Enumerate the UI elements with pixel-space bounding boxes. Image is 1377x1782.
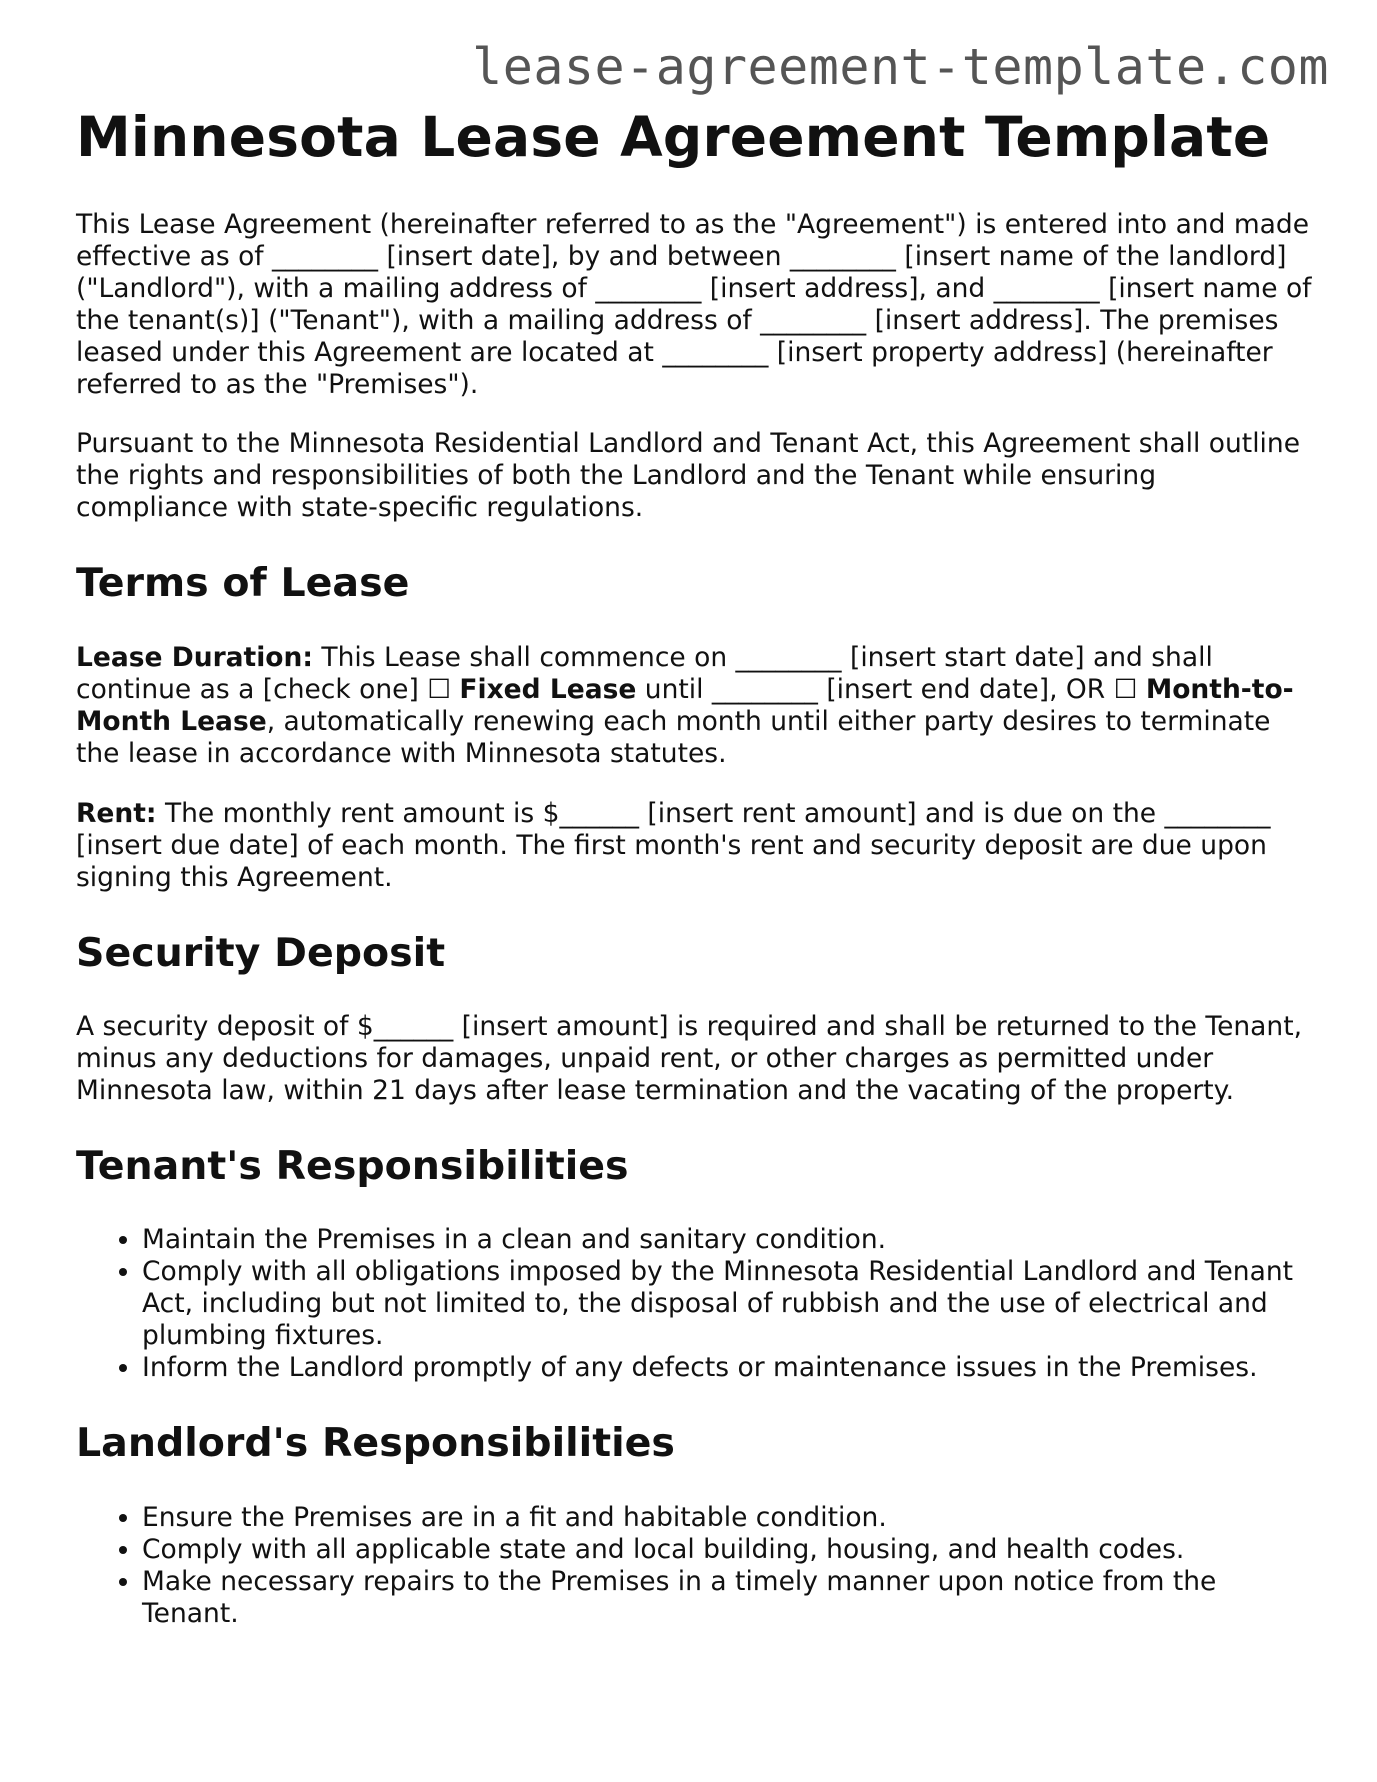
list-item: • Ensure the Premises are in a fit and habitable condition.: [142, 1502, 1316, 1534]
list-item: • Maintain the Premises in a clean and sanitary condition.: [142, 1224, 1316, 1256]
lease-duration-text-1: This Lease shall commence on ________ [insert start date] and shall continue as a [check one]: [76, 641, 1213, 705]
lease-duration-text-2: until ________ [insert end date], OR: [636, 673, 1114, 705]
tenant-responsibilities-heading: Tenant's Responsibilities: [76, 1143, 629, 1190]
month-to-month-checkbox-icon: ☐: [1113, 673, 1138, 705]
month-to-month-label: Month-to-Month Lease: [76, 673, 1294, 737]
intro-paragraph: This Lease Agreement (hereinafter referred to as the "Agreement") is entered into and made effective as of ________ [insert date], by and between ________ [insert name of the landlord] ("Landlord"), with a mailing address of ________ [insert address], and ________ [insert name of the tenant(s)] ("Tenant"), with a mailing address of ________ [insert address]. The premises leased under this Agreement are located at ________ [insert property address] (hereinafter referred to as the "Premises").: [76, 209, 1312, 401]
rent-text: The monthly rent amount is $______ [insert rent amount] and is due on the ________ [insert due date] of each month. The first month's rent and security deposit are due upon signing this Agreement.: [76, 797, 1271, 893]
document-title: Minnesota Lease Agreement Template: [76, 105, 1271, 169]
fixed-lease-checkbox-icon: ☐: [427, 673, 451, 705]
list-item: • Make necessary repairs to the Premises in a timely manner upon notice from the Tenant.: [142, 1566, 1316, 1630]
terms-heading: Terms of Lease: [76, 560, 410, 607]
watermark: lease-agreement-template.com: [472, 38, 1329, 96]
pursuant-paragraph: Pursuant to the Minnesota Residential Landlord and Tenant Act, this Agreement shall outline the rights and responsibilities of both the Landlord and the Tenant while ensuring compliance with state-specific regulations.: [76, 428, 1301, 524]
lease-duration-label: Lease Duration:: [76, 641, 313, 673]
tenant-responsibilities-list: [76, 1224, 1316, 1384]
landlord-responsibilities-list: [76, 1502, 1316, 1630]
list-item: • Comply with all obligations imposed by the Minnesota Residential Landlord and Tenant Act, including but not limited to, the disposal of rubbish and the use of electrical and plumbing fixtures.: [142, 1256, 1316, 1352]
document-page: [76, 44, 1316, 1630]
lease-duration-paragraph: [76, 642, 1316, 770]
security-deposit-heading: Security Deposit: [76, 929, 446, 976]
security-deposit-paragraph: A security deposit of $______ [insert amount] is required and shall be returned to the Tenant, minus any deductions for damages, unpaid rent, or other charges as permitted under Minnesota law, within 21 days after lease termination and the vacating of the property.: [76, 1011, 1303, 1107]
landlord-responsibilities-heading: Landlord's Responsibilities: [76, 1420, 675, 1467]
lease-duration-text-3: , automatically renewing each month until either party desires to terminate the lease in accordance with Minnesota statutes.: [76, 705, 1271, 769]
rent-paragraph: [76, 798, 1316, 894]
fixed-lease-label: Fixed Lease: [459, 673, 637, 705]
rent-label: Rent:: [76, 797, 157, 829]
list-item: • Inform the Landlord promptly of any defects or maintenance issues in the Premises.: [142, 1352, 1316, 1384]
list-item: • Comply with all applicable state and local building, housing, and health codes.: [142, 1534, 1316, 1566]
